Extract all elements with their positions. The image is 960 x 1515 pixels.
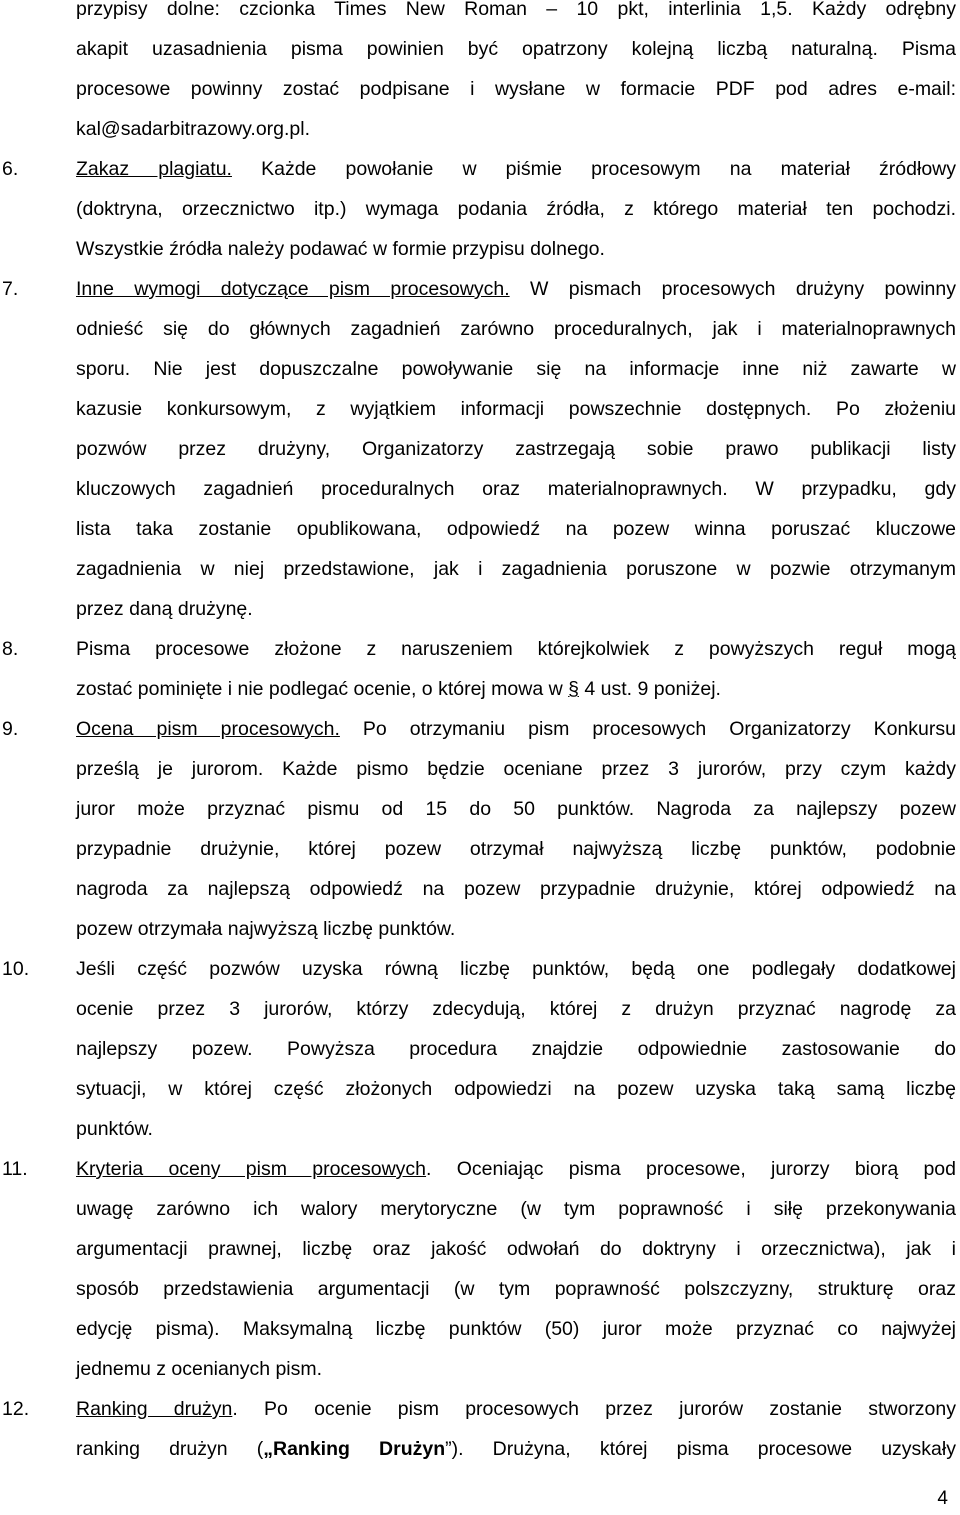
item-7-line-3: sporu. Nie jest dopuszczalne powoływanie się na informacje inne niż zawarte w [76,358,956,380]
item-11-line-1-rest: . Oceniając pisma procesowe, jurorzy biorą pod [426,1158,956,1180]
item-9-line-4: przypadnie drużynie, której pozew otrzymał najwyższą liczbę punktów, podobnie [76,838,956,860]
item-6-number: 6. [2,158,19,180]
close-quote: ” [445,1438,452,1460]
item-8-line-1: Pisma procesowe złożone z naruszeniem którejkolwiek z powyższych reguł mogą [76,638,956,660]
item-11-line-1 [76,1157,956,1181]
ranking-term: Ranking Drużyn [272,1438,446,1460]
item-6-line-1 [76,157,956,181]
item-6-title: Zakaz plagiatu. [76,158,232,180]
item-6-line-2: (doktryna, orzecznictwo itp.) wymaga podania źródła, z którego materiał ten pochodzi. [76,198,956,220]
item-9-line-1-rest: Po otrzymaniu pism procesowych Organizatorzy Konkursu [339,718,956,740]
item-8-number: 8. [2,638,19,660]
item-9-number: 9. [2,718,19,740]
item-11-line-4: sposób przedstawienia argumentacji (w tym poprawność polszczyzny, strukturę oraz [76,1278,956,1300]
item-9-line-2: prześlą je jurorom. Każde pismo będzie oceniane przez 3 jurorów, przy czym każdy [76,758,956,780]
item-8-line-2 [76,677,721,701]
item-8-line-2-post: 4 ust. 9 poniżej. [578,678,721,700]
item-6-line-3: Wszystkie źródła należy podawać w formie przypisu dolnego. [76,238,605,260]
item-7-line-9: przez daną drużynę. [76,598,253,620]
item-8-line-2-pre: zostać pominięte i nie podlegać ocenie, o której mowa w [76,678,569,700]
section-sign: § [568,678,579,700]
item-10-number: 10. [2,958,30,980]
item-7-title: Inne wymogi dotyczące pism procesowych. [76,278,510,300]
item-10-line-2: ocenie przez 3 jurorów, którzy zdecydują, której z drużyn przyznać nagrodę za [76,998,956,1020]
item-9-line-6: pozew otrzymała najwyższą liczbę punktów. [76,918,456,940]
item-10-line-4: sytuacji, w której część złożonych odpowiedzi na pozew uzyska taką samą liczbę [76,1078,956,1100]
intro-line-3: procesowe powinny zostać podpisane i wysłane w formacie PDF pod adres e-mail: [76,78,956,100]
item-12-title: Ranking drużyn [76,1398,233,1420]
item-7-line-5: pozwów przez drużyny, Organizatorzy zastrzegają sobie prawo publikacji listy [76,438,956,460]
item-9-title: Ocena pism procesowych. [76,718,340,740]
item-6-line-1-rest: Każde powołanie w piśmie procesowym na materiał źródłowy [231,158,956,180]
item-12-line-1 [76,1397,956,1421]
item-10-line-3: najlepszy pozew. Powyższa procedura znajdzie odpowiednie zastosowanie do [76,1038,956,1060]
item-9-line-1 [76,717,956,741]
item-12-line-2 [76,1437,956,1461]
item-7-line-7: lista taka zostanie opublikowana, odpowiedź na pozew winna poruszać kluczowe [76,518,956,540]
item-11-number: 11. [2,1158,28,1180]
item-7-number: 7. [2,278,19,300]
item-12-line-2-post: ). Drużyna, której pisma procesowe uzyskały [451,1438,956,1460]
item-7-line-4: kazusie konkursowym, z wyjątkiem informacji powszechnie dostępnych. Po złożeniu [76,398,956,420]
item-11-line-3: argumentacji prawnej, liczbę oraz jakość odwołań do doktryny i orzecznictwa), jak i [76,1238,956,1260]
item-7-line-1 [76,277,956,301]
item-12-line-1-rest: . Po ocenie pism procesowych przez jurorów zostanie stworzony [232,1398,956,1420]
item-12-number: 12. [2,1398,30,1420]
item-9-line-5: nagroda za najlepszą odpowiedź na pozew przypadnie drużynie, której odpowiedź na [76,878,956,900]
item-7-line-1-rest: W pismach procesowych drużyny powinny [509,278,956,300]
open-quote: „ [263,1438,273,1460]
item-11-line-6: jednemu z ocenianych pism. [76,1358,323,1380]
item-11-line-2: uwagę zarówno ich walory merytoryczne (w tym poprawność i siłę przekonywania [76,1198,956,1220]
page-number: 4 [937,1488,948,1509]
intro-line-1: przypisy dolne: czcionka Times New Roman – 10 pkt, interlinia 1,5. Każdy odrębny [76,0,956,20]
item-11-title: Kryteria oceny pism procesowych [76,1158,427,1180]
intro-email: kal@sadarbitrazowy.org.pl. [76,118,311,140]
item-7-line-6: kluczowych zagadnień proceduralnych oraz materialnoprawnych. W przypadku, gdy [76,478,956,500]
item-7-line-2: odnieść się do głównych zagadnień zarówno proceduralnych, jak i materialnoprawnych [76,318,956,340]
item-9-line-3: juror może przyznać pismu od 15 do 50 punktów. Nagroda za najlepszy pozew [76,798,956,820]
item-7-line-8: zagadnienia w niej przedstawione, jak i zagadnienia poruszone w pozwie otrzymanym [76,558,956,580]
item-10-line-1: Jeśli część pozwów uzyska równą liczbę punktów, będą one podlegały dodatkowej [76,958,956,980]
item-11-line-5: edycję pisma). Maksymalną liczbę punktów (50) juror może przyznać co najwyżej [76,1318,956,1340]
item-12-line-2-pre: ranking drużyn ( [76,1438,264,1460]
item-10-line-5: punktów. [76,1118,153,1140]
intro-line-2: akapit uzasadnienia pisma powinien być opatrzony kolejną liczbą naturalną. Pisma [76,38,956,60]
